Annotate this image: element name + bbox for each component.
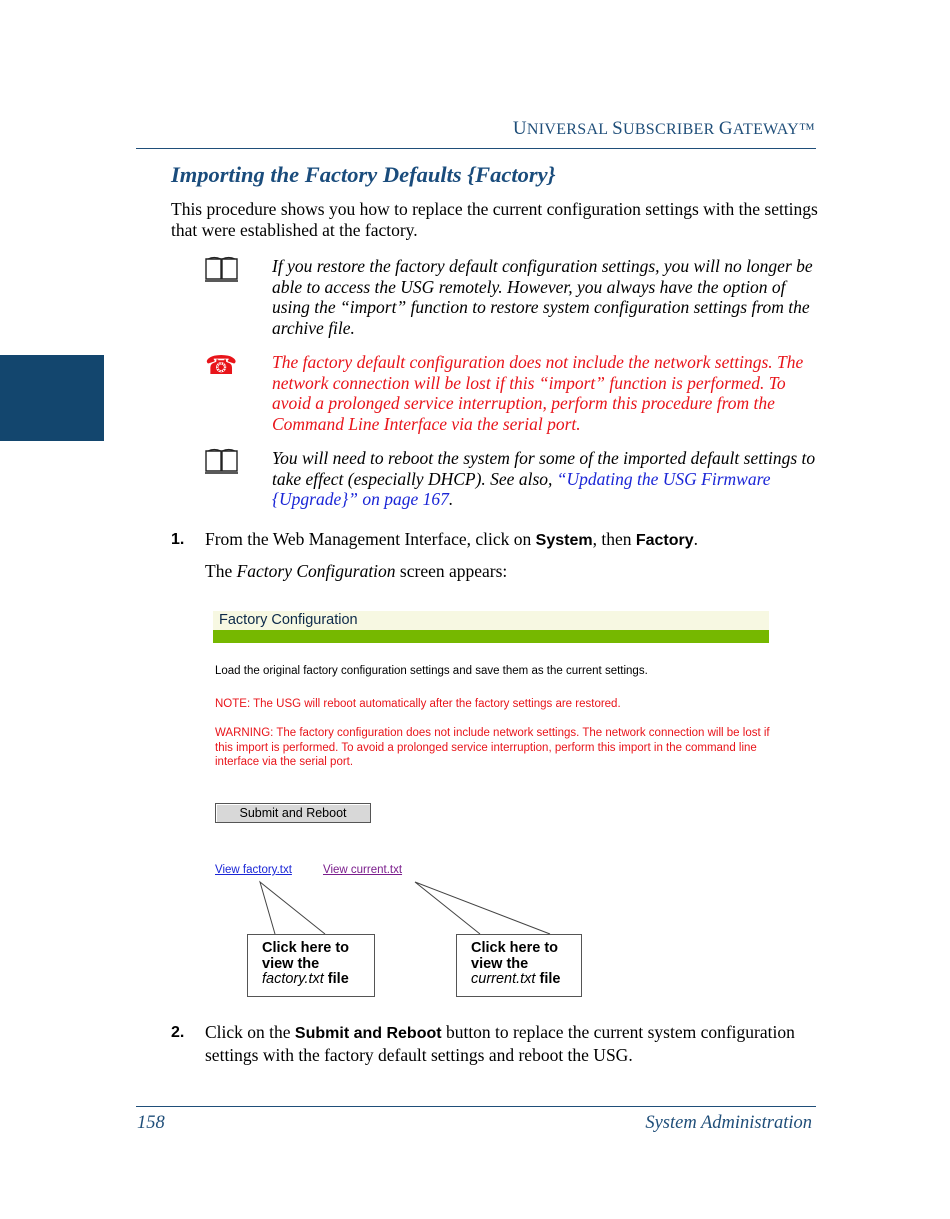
factory-config-accent-bar — [213, 630, 769, 643]
upgrade-cross-reference-link[interactable]: “Updating the USG Firmware {Upgrade}” on page 167 — [272, 468, 771, 509]
header-cap-s: S — [612, 118, 623, 139]
factory-config-note: NOTE: The USG will reboot automatically after the factory settings are restored. — [215, 698, 621, 710]
note-reboot-text: You will need to reboot the system for some of the imported default settings to take effect (especially DHCP). See also, — [272, 448, 816, 489]
header-word-subscriber: UBSCRIBER — [622, 121, 719, 138]
step-2-submit-reboot: Submit and Reboot — [294, 1025, 442, 1042]
step-2-number: 2. — [171, 1024, 185, 1041]
step-1-text — [205, 529, 825, 552]
footer-rule — [136, 1106, 816, 1107]
chapter-side-tab — [0, 355, 104, 441]
callout-current-suffix: file — [535, 971, 561, 987]
note-network-caution: The factory default configuration does not include the network settings. The network connection will be lost if this “import” function is performed. To avoid a prolonged service interruption, perform this procedure from the Command Line Interface via the serial port. — [272, 352, 804, 434]
note-restore-warning: If you restore the factory default configuration settings, you will no longer be able to access the USG remotely. However, you always have the option of using the “import” function to restore system configuration settings from the archive file. — [272, 256, 813, 338]
callout-factory-filename: factory.txt — [262, 971, 324, 987]
running-header — [513, 118, 815, 140]
callout-factory-file — [247, 934, 375, 997]
step-1-sub-italic: Factory Configuration — [236, 561, 396, 581]
step-2-text-b: button to replace the current system configuration settings with the factory default settings and reboot the USG. — [205, 1022, 795, 1065]
header-word-gateway: ATEWAY™ — [732, 121, 815, 138]
callout-current-line3 — [471, 972, 567, 988]
page-number: 158 — [137, 1113, 165, 1133]
callout-factory-suffix: file — [323, 971, 349, 987]
factory-config-title: Factory Configuration — [219, 612, 358, 628]
chapter-name: System Administration — [645, 1113, 812, 1133]
section-title: Importing the Factory Defaults {Factory} — [171, 162, 556, 187]
header-cap-g: G — [718, 118, 733, 139]
callout-current-filename: current.txt — [471, 971, 536, 987]
header-cap-u: U — [512, 118, 527, 139]
step-1-subtext — [205, 561, 825, 582]
phone-icon: ☎ — [205, 351, 238, 380]
step-1-system: System — [535, 532, 593, 549]
book-icon — [204, 256, 239, 282]
submit-and-reboot-button[interactable]: Submit and Reboot — [215, 803, 371, 823]
step-1-text-a: From the Web Management Interface, click on — [205, 529, 536, 549]
intro-paragraph: This procedure shows you how to replace the current configuration settings with the settings that were established at the factory. — [171, 199, 818, 240]
step-2-text — [205, 1022, 795, 1065]
callout-current-file — [456, 934, 582, 997]
step-1-text-c: . — [693, 529, 699, 549]
note-reboot-suffix: . — [448, 489, 454, 509]
book-icon — [204, 448, 239, 474]
note-reboot — [272, 448, 817, 510]
header-word-universal: NIVERSAL — [526, 121, 613, 138]
callout-factory-line1: Click here to — [262, 940, 350, 956]
step-1-text-b: , then — [592, 529, 636, 549]
factory-config-warning: WARNING: The factory configuration does not include network settings. The network connection will be lost if this import is performed. To avoid a prolonged service interruption, perform this import in the command line interface via the serial port. — [215, 727, 770, 768]
step-1-sub-b: screen appears: — [395, 561, 508, 581]
step-1-number: 1. — [171, 531, 185, 548]
step-1-factory: Factory — [635, 532, 694, 549]
step-1-sub-a: The — [205, 561, 237, 581]
view-current-txt-link[interactable]: View current.txt — [323, 864, 403, 876]
header-rule — [136, 148, 816, 149]
callout-current-line2: view the — [471, 955, 529, 972]
step-2-text-a: Click on the — [205, 1022, 295, 1042]
callout-current-line1: Click here to — [471, 940, 559, 956]
factory-config-description: Load the original factory configuration settings and save them as the current settings. — [215, 665, 648, 677]
callout-factory-line2: view the — [262, 955, 320, 972]
view-factory-txt-link[interactable]: View factory.txt — [215, 864, 292, 876]
callout-factory-line3 — [262, 972, 360, 988]
